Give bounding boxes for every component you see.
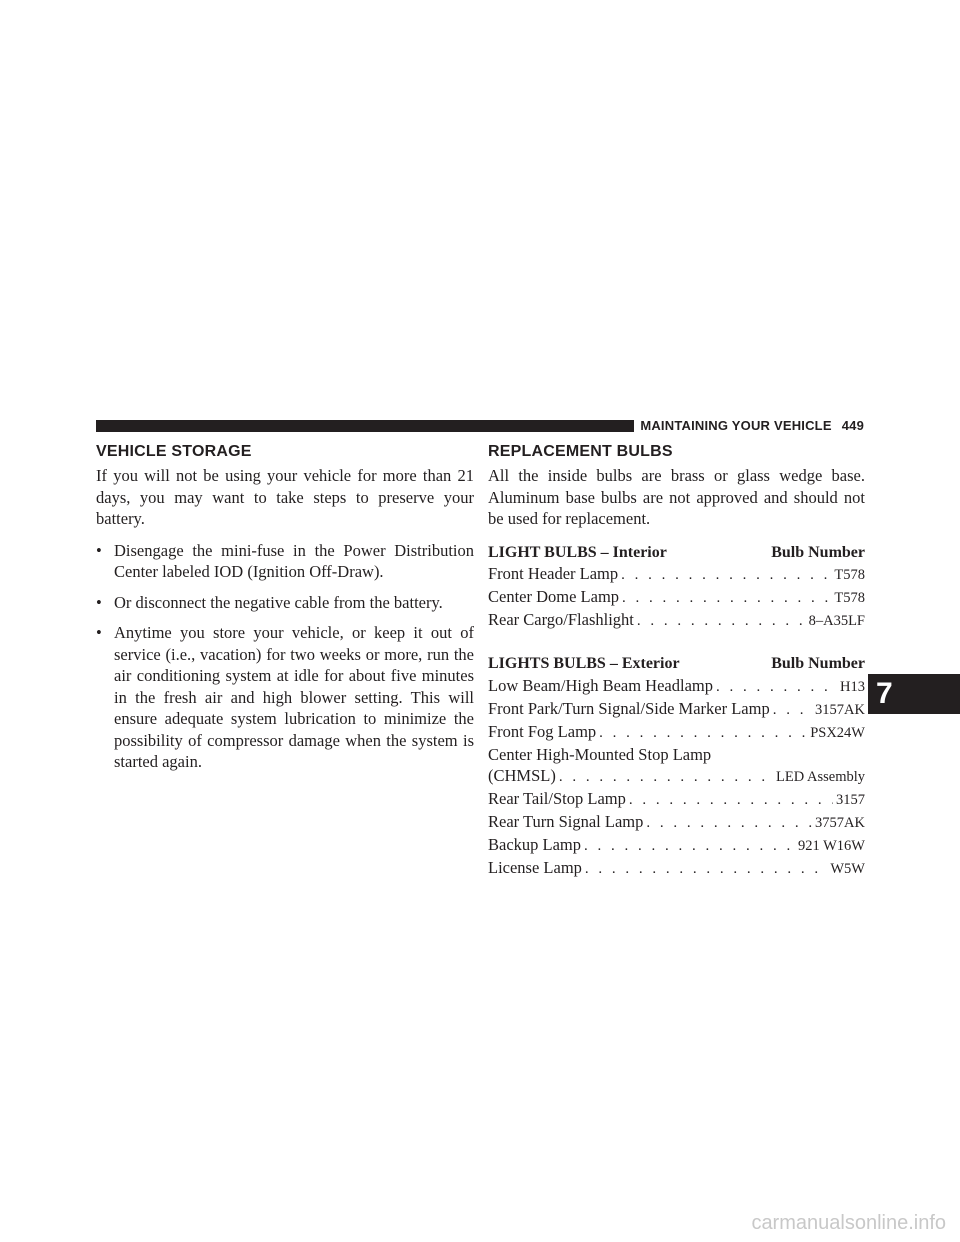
table-row: Low Beam/High Beam Headlamp . . . H13 bbox=[488, 675, 865, 698]
leader-dots bbox=[637, 611, 806, 632]
table-row: Center Dome Lamp . . . T578 bbox=[488, 586, 865, 609]
section-title: MAINTAINING YOUR VEHICLE bbox=[640, 418, 832, 433]
exterior-table-header bbox=[488, 653, 865, 675]
table-row: Rear Turn Signal Lamp . . . 3757AK bbox=[488, 811, 865, 834]
bulb-number-label: Bulb Number bbox=[771, 655, 865, 672]
header-rule bbox=[96, 420, 634, 432]
vehicle-storage-intro: If you will not be using your vehicle for more than 21 days, you may want to take steps to preserve your battery. bbox=[96, 466, 474, 528]
leader-dots bbox=[716, 677, 837, 698]
bulb-number-label: Bulb Number bbox=[771, 543, 865, 561]
leader-dots bbox=[773, 700, 812, 721]
interior-heading: LIGHT BULBS – Interior bbox=[488, 543, 667, 561]
leader-dots bbox=[559, 767, 773, 788]
table-row: Front Header Lamp . . . T578 bbox=[488, 563, 865, 586]
running-header bbox=[640, 418, 864, 433]
vehicle-storage-column bbox=[96, 443, 474, 782]
list-item: • Or disconnect the negative cable from the battery. bbox=[96, 592, 443, 612]
table-row: Rear Tail/Stop Lamp . . . 3157 bbox=[488, 788, 865, 811]
chapter-tab: 7 bbox=[868, 674, 960, 714]
table-row: Front Park/Turn Signal/Side Marker Lamp . . . 3157AK bbox=[488, 698, 865, 721]
leader-dots bbox=[622, 588, 831, 609]
bullet-icon: • bbox=[96, 540, 102, 560]
storage-bullet-list bbox=[96, 540, 474, 773]
list-item: • Disengage the mini-fuse in the Power Distribution Center labeled IOD (Ignition Off-Draw). bbox=[96, 540, 474, 581]
table-row: License Lamp . . . W5W bbox=[488, 857, 865, 880]
page-number: 449 bbox=[841, 418, 864, 433]
table-row: Backup Lamp . . . 921 W16W bbox=[488, 834, 865, 857]
replacement-bulbs-heading: REPLACEMENT BULBS bbox=[488, 443, 673, 460]
leader-dots bbox=[584, 836, 795, 857]
bullet-icon: • bbox=[96, 623, 102, 642]
chmsl-label: Center High-Mounted Stop Lamp bbox=[488, 744, 712, 764]
list-item: • Anytime you store your vehicle, or keep it out of service (i.e., vacation) for two weeks or more, run the air conditioning system at idle for about five minutes in the fresh air and high blower setting. This will ensure adequate system lubrication to minimize the possibility of compressor damage when the system is started again. bbox=[96, 623, 474, 771]
vehicle-storage-heading: VEHICLE STORAGE bbox=[96, 443, 252, 460]
watermark: carmanualsonline.info bbox=[751, 1212, 946, 1234]
leader-dots bbox=[585, 859, 827, 880]
replacement-bulbs-column bbox=[488, 443, 865, 880]
exterior-heading: LIGHTS BULBS – Exterior bbox=[488, 655, 680, 672]
leader-dots bbox=[629, 790, 833, 811]
interior-table-header bbox=[488, 542, 865, 564]
bullet-icon: • bbox=[96, 592, 102, 612]
replacement-bulbs-intro: All the inside bulbs are brass or glass wedge base. Aluminum base bulbs are not approved and should not be used for replacement. bbox=[488, 466, 865, 528]
table-row: (CHMSL) . . . LED Assembly bbox=[488, 765, 865, 788]
leader-dots bbox=[599, 723, 807, 744]
table-row: Front Fog Lamp . . . PSX24W bbox=[488, 721, 865, 744]
leader-dots bbox=[646, 813, 812, 834]
table-row: Rear Cargo/Flashlight . . . 8–A35LF bbox=[488, 609, 865, 632]
leader-dots bbox=[621, 565, 831, 586]
